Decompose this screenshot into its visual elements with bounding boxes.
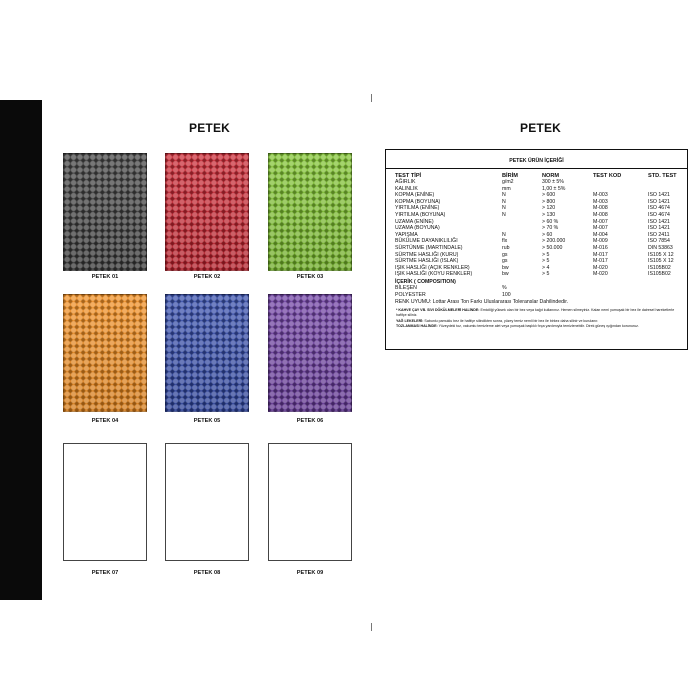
spec-cell-norm: > 60 % [542, 218, 559, 225]
spec-divider [386, 168, 687, 169]
spec-cell-test: YIRTILMA (ENİNE) [395, 205, 440, 212]
spec-cell-std: DIN 53863 [648, 245, 673, 251]
swatch-label: PETEK 08 [193, 570, 221, 576]
spec-cell-test: SÜRTME HASLIĞI (ISLAK) [395, 258, 459, 265]
spec-cell-test: SÜRTÜNME (MARTINDALE) [395, 245, 463, 251]
spec-cell-kod: M-008 [593, 212, 608, 218]
spec-cell-birim: gs [502, 251, 508, 258]
composition-name: POLYESTER [395, 291, 426, 298]
spec-cell-std: IS105B02 [648, 264, 671, 271]
spec-cell-test: YAPIŞMA [395, 231, 418, 238]
spec-cell-birim: mm [502, 185, 511, 192]
spine-mark-bottom [371, 623, 372, 631]
spec-cell-norm: > 5 [542, 271, 550, 278]
spec-cell-norm: 1,00 ± 5% [542, 185, 566, 192]
spec-cell-birim: N [502, 198, 506, 205]
swatch-label: PETEK 04 [91, 418, 119, 424]
spec-cell-test: UZAMA (ENİNE) [395, 218, 434, 225]
spec-cell-kod: M-017 [593, 251, 608, 258]
swatch-label: PETEK 02 [193, 274, 221, 280]
spec-cell-birim: gs [502, 258, 508, 265]
left-page-title: PETEK [189, 121, 231, 135]
header-test-code: TEST KOD [593, 173, 622, 179]
spec-cell-test: IŞIK HASLIĞI (KOYU RENKLER) [395, 271, 473, 278]
spec-cell-norm: > 70 % [542, 225, 559, 232]
spec-cell-norm: > 50.000 [542, 245, 563, 251]
spec-cell-test: KOPMA (BOYUNA) [395, 198, 441, 205]
spec-cell-test: UZAMA (BOYUNA) [395, 225, 440, 232]
fabric-swatch-09 [268, 443, 352, 561]
swatch-label: PETEK 03 [296, 274, 324, 280]
swatch-label: PETEK 06 [296, 418, 324, 424]
care-note-lead: YAĞ LEKELERİ: [396, 318, 424, 323]
care-note [396, 308, 684, 318]
spec-cell-birim: g/m2 [502, 179, 514, 185]
spec-cell-kod: M-003 [593, 192, 608, 199]
swatch-label: PETEK 01 [91, 274, 119, 280]
spec-cell-norm: > 4 [542, 264, 550, 271]
fabric-swatch-02 [165, 153, 249, 271]
spec-cell-test: KALINLIK [395, 185, 418, 192]
composition-title: İÇERİK ( COMPOSITION) [395, 278, 456, 285]
header-test-type: TEST TİPİ [395, 173, 422, 179]
spec-cell-kod: M-016 [593, 245, 608, 251]
right-page-title: PETEK [520, 121, 562, 135]
composition-value: % [502, 285, 507, 292]
spec-cell-norm: > 800 [542, 198, 556, 205]
header-norm: NORM [542, 173, 560, 179]
black-side-band [0, 100, 42, 600]
swatch-label: PETEK 05 [193, 418, 221, 424]
spec-cell-birim: flx [502, 238, 508, 245]
spec-cell-birim: rub [502, 245, 510, 251]
spec-cell-kod: M-007 [593, 225, 608, 232]
spec-cell-kod: M-004 [593, 231, 608, 238]
header-std-test: STD. TEST [648, 173, 677, 179]
spec-table-title: PETEK ÜRÜN İÇERİĞİ [509, 158, 564, 164]
spec-cell-birim: N [502, 205, 506, 212]
fabric-swatch-03 [268, 153, 352, 271]
care-note-lead: TOZLANMASI HALİNDE: [396, 323, 438, 328]
spec-cell-std: IS105 X 12 [648, 251, 674, 258]
spec-cell-kod: M-020 [593, 264, 608, 271]
spec-cell-std: ISO 1421 [648, 218, 670, 225]
spec-cell-kod: M-020 [593, 271, 608, 278]
spec-row [386, 271, 687, 278]
spec-cell-std: ISO 1421 [648, 198, 670, 205]
spec-cell-birim: N [502, 212, 506, 218]
spec-cell-norm: > 200.000 [542, 238, 566, 245]
spine-mark-top [371, 94, 372, 102]
spec-cell-test: IŞIK HASLIĞI (AÇIK RENKLER) [395, 264, 470, 271]
care-notes [396, 308, 684, 329]
spec-table [385, 149, 688, 350]
care-note-lead: * KAHVE ÇAY VB. SIVI DÖKÜLMELERİ HALİNDE: [396, 308, 480, 313]
spec-cell-std: IS105 X 12 [648, 258, 674, 265]
spec-cell-norm: 300 ± 5% [542, 179, 564, 185]
fabric-swatch-01 [63, 153, 147, 271]
composition-name: BİLEŞEN [395, 285, 417, 292]
spec-cell-kod: M-007 [593, 218, 608, 225]
spec-cell-kod: M-003 [593, 198, 608, 205]
fabric-swatch-05 [165, 294, 249, 412]
spec-cell-norm: > 5 [542, 258, 550, 265]
spec-cell-norm: > 60 [542, 231, 553, 238]
spec-cell-std: ISO 1421 [648, 225, 670, 232]
swatch-label: PETEK 07 [91, 570, 119, 576]
spec-cell-std: ISO 4674 [648, 212, 670, 218]
spec-cell-std: ISO 4674 [648, 205, 670, 212]
care-note-text: Emiciliği yüksek olan bir bez veya kağıt kullanınız. Hemen silmeyiniz. Kalan nemi yumuşak bir bez ile dairesel hareketlerle hafifçe siliniz. [396, 308, 675, 318]
spec-cell-birim: bw [502, 271, 509, 278]
spec-cell-test: BÜKÜLME DAYANIKLILIĞI [395, 238, 458, 245]
fabric-swatch-06 [268, 294, 352, 412]
spec-cell-std: IS105B02 [648, 271, 671, 278]
spec-cell-norm: > 120 [542, 205, 556, 212]
spec-cell-std: ISO 7854 [648, 238, 670, 245]
spec-cell-norm: > 5 [542, 251, 550, 258]
fabric-swatch-04 [63, 294, 147, 412]
fabric-swatch-07 [63, 443, 147, 561]
spec-cell-std: ISO 1421 [648, 192, 670, 199]
fabric-swatch-08 [165, 443, 249, 561]
spec-cell-test: KOPMA (ENİNE) [395, 192, 435, 199]
spec-cell-kod: M-017 [593, 258, 608, 265]
spec-cell-birim: N [502, 231, 506, 238]
spec-cell-std: ISO 2411 [648, 231, 670, 238]
swatch-label: PETEK 09 [296, 570, 324, 576]
spec-cell-test: YIRTILMA (BOYUNA) [395, 212, 446, 218]
spec-cell-kod: M-009 [593, 238, 608, 245]
composition-value: 100 [502, 291, 511, 298]
spec-cell-test: SÜRTME HASLIĞI (KURU) [395, 251, 459, 258]
spec-cell-norm: > 600 [542, 192, 556, 199]
spec-cell-kod: M-008 [593, 205, 608, 212]
spec-cell-norm: > 130 [542, 212, 556, 218]
care-note [396, 319, 684, 324]
care-note-text: Yüzeydeki toz, vakumlu temizleme alet veya yumuşak başlıklı fırça yardımıyla temizlenebilir. Direk güneş ışığından korunuruz. [437, 323, 639, 328]
spec-cell-test: AĞIRLIK [395, 179, 416, 185]
spec-cell-birim: bw [502, 264, 509, 271]
color-consistency-note: RENK UYUMU: Lottar Arası Ton Farkı Uluslararası Toleranslar Dahilindedir. [395, 298, 569, 305]
care-note [396, 324, 684, 329]
care-note-text: Sabunlu pamuklu bez ile hafifçe silindikten sonra, yüzey temiz nemli bir bez ile birkez daha silinir ve kurulanır. [423, 318, 599, 323]
spec-cell-birim: N [502, 192, 506, 199]
header-unit: BİRİM [502, 173, 518, 179]
